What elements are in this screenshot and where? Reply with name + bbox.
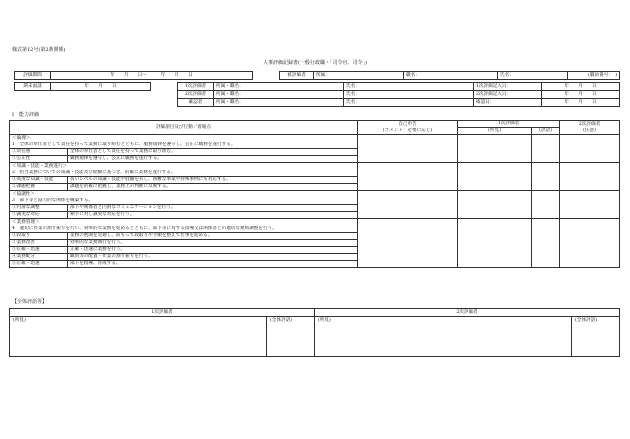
items-header: 評価項目及び行動／着眼点 <box>10 121 358 135</box>
second-evaluator-header: 2次評価者 <box>560 121 620 128</box>
first-score-cell[interactable] <box>532 163 560 191</box>
overall-second-opinion-label: (所見) <box>318 318 331 323</box>
second-score-cell[interactable] <box>560 219 620 268</box>
document-title: 人事評価記録書(一般行政職・「司令官、司令」) <box>263 60 367 66</box>
evaluator-row-first <box>178 83 620 91</box>
self-comment-cell[interactable] <box>358 191 458 219</box>
main-criterion: 4 適切に作業の割り振りを行い、効率的な業務を進めるとともに、部下等に対する指導又は関係者との適切な連絡調整を行う。 <box>10 226 358 233</box>
criterion-label: ③正確・迅速 <box>10 247 68 254</box>
header-interview-table <box>14 82 151 91</box>
first-opinion-cell[interactable] <box>458 191 532 219</box>
evaluator-role: 確認者 <box>178 99 214 107</box>
evaluator-name-field[interactable]: 氏名： <box>344 91 474 99</box>
criterion-label: ②誠実な対応 <box>10 212 68 219</box>
overall-second-cell[interactable] <box>315 317 620 357</box>
evaluator-date-field[interactable]: 年 月 日 <box>542 91 620 99</box>
interview-date-field[interactable]: 年 月 日 <box>51 83 151 91</box>
interview-label: 期末面談 <box>15 83 51 91</box>
period-label: 評価期間 <box>15 72 51 80</box>
criterion-label: ①段取り <box>10 233 68 240</box>
evaluator-date-field[interactable]: 年 月 日 <box>542 99 620 107</box>
evaluator-name-field[interactable]: 氏名： <box>344 99 474 107</box>
first-score-cell[interactable] <box>532 191 560 219</box>
criterion-label: ④業務配分 <box>10 254 68 261</box>
second-score-cell[interactable] <box>560 163 620 191</box>
first-score-subheader: (評語) <box>532 128 560 135</box>
evaluator-date-field[interactable]: 年 月 日 <box>542 83 620 91</box>
evaluator-role: 2次評価者 <box>178 91 214 99</box>
evaluator-date-label: 2次評価記入日： <box>474 91 542 99</box>
criterion-label: ②課題把握 <box>10 184 68 191</box>
header-evaluators-table <box>177 82 620 107</box>
criterion-desc: 職務規律を遵守し、公正に職務を遂行する。 <box>68 156 358 163</box>
criterion-desc: 高いレベルの知識・技能や経験を有し、困難な事案や特殊事例にも対応する。 <box>68 177 358 184</box>
self-assessment-subheader: (コメント：必要に応じ) <box>358 128 458 135</box>
self-comment-cell[interactable] <box>358 219 458 268</box>
first-opinion-cell[interactable] <box>458 163 532 191</box>
second-score-subheader: (任意) <box>560 128 620 135</box>
first-score-cell[interactable] <box>532 219 560 268</box>
form-number: 様式第12号(第2条関係) <box>12 47 66 53</box>
second-score-cell[interactable] <box>560 135 620 163</box>
evaluator-name-field[interactable]: 氏名： <box>344 83 474 91</box>
second-score-cell[interactable] <box>560 191 620 219</box>
category-label: ＜知識・技能・業務遂行＞ <box>10 163 358 170</box>
evaluator-row-confirmer <box>178 99 620 107</box>
criterion-label: ①円滑な調整 <box>10 205 68 212</box>
criterion-desc: 部下を指導、育成する。 <box>68 261 358 268</box>
first-score-cell[interactable] <box>532 135 560 163</box>
evaluator-row-second <box>178 91 620 99</box>
section-ability-title: Ⅰ 能力評価 <box>12 112 39 118</box>
criterion-desc: 業務の展開を見通し、前もって段取りや手順を整えて仕事を進める。 <box>68 233 358 240</box>
self-comment-cell[interactable] <box>358 163 458 191</box>
self-comment-cell[interactable] <box>358 135 458 163</box>
subject-label: 被評価者 <box>280 72 314 80</box>
evaluator-dept-field[interactable]: 所属・職名： <box>214 91 344 99</box>
first-opinion-cell[interactable] <box>458 135 532 163</box>
overall-first-score-label: (全体評語) <box>270 318 292 323</box>
criterion-label: ②業務改善 <box>10 240 68 247</box>
criterion-label: ②公正性 <box>10 156 68 163</box>
criterion-desc: 課題を的確に把握し、業務上の判断に反映する。 <box>68 184 358 191</box>
overall-evaluation-table <box>9 308 620 357</box>
subject-position-field[interactable]: 職名： <box>404 72 498 80</box>
first-evaluator-header: 1次評価者 <box>458 121 560 128</box>
criterion-label: ①高度な知識・技能 <box>10 177 68 184</box>
header-period-table <box>14 71 253 80</box>
criterion-label: ⑤正確・迅速 <box>10 261 68 268</box>
criterion-desc: 職員等の配置・作業の割り振りを行う。 <box>68 254 358 261</box>
evaluator-date-label: 確認日： <box>474 99 542 107</box>
evaluator-dept-field[interactable]: 所属・職名： <box>214 99 344 107</box>
overall-first-cell[interactable] <box>10 317 315 357</box>
first-opinion-cell[interactable] <box>458 219 532 268</box>
main-criterion: 3 部下等と協力的な関係を構築する。 <box>10 198 358 205</box>
self-assessment-header: 自己申告 <box>358 121 458 128</box>
criterion-desc: 効率的な業務執行を行う。 <box>68 240 358 247</box>
overall-section-title: 【全体評語等】 <box>12 299 48 305</box>
main-criterion: 2 担当業務についての知識・技能及び経験に基づき、的確に業務を遂行する。 <box>10 170 358 177</box>
evaluator-role: 1次評価者 <box>178 83 214 91</box>
criterion-desc: 部下や関係者と円滑なコミュニケーションを行う。 <box>68 205 358 212</box>
category-label: ＜業務管理＞ <box>10 219 358 226</box>
criterion-desc: 正確・迅速に業務を行う。 <box>68 247 358 254</box>
ability-evaluation-table <box>9 120 620 268</box>
staff-number-field[interactable]: (職員番号： ) <box>568 72 620 80</box>
overall-first-header: 1次評価者 <box>10 309 315 317</box>
period-value[interactable]: 年 月 日〜 年 月 日 <box>51 72 253 80</box>
category-label: ＜協調性＞ <box>10 191 358 198</box>
overall-second-header: 2次評価者 <box>315 309 620 317</box>
subject-dept-field[interactable]: 所属： <box>314 72 404 80</box>
evaluator-date-label: 1次評価記入日： <box>474 83 542 91</box>
criterion-desc: 相手に対し誠実な対応を行う。 <box>68 212 358 219</box>
subject-name-field[interactable]: 氏名： <box>498 72 568 80</box>
overall-second-score-label: (全体評語) <box>575 318 597 323</box>
category-label: ＜倫理＞ <box>10 135 358 142</box>
header-subject-table <box>279 71 620 80</box>
overall-first-opinion-label: (所見) <box>13 318 26 323</box>
criterion-label: ①責任感 <box>10 149 68 156</box>
evaluator-dept-field[interactable]: 所属・職名： <box>214 83 344 91</box>
main-criterion: 1 全体の奉仕者として責任を持って業務に取り組むとともに、服務規律を遵守し、公正に職務を遂行する。 <box>10 142 358 149</box>
first-opinion-subheader: (所見) <box>458 128 532 135</box>
criterion-desc: 全体の奉仕者として責任を持って業務に取り組む。 <box>68 149 358 156</box>
